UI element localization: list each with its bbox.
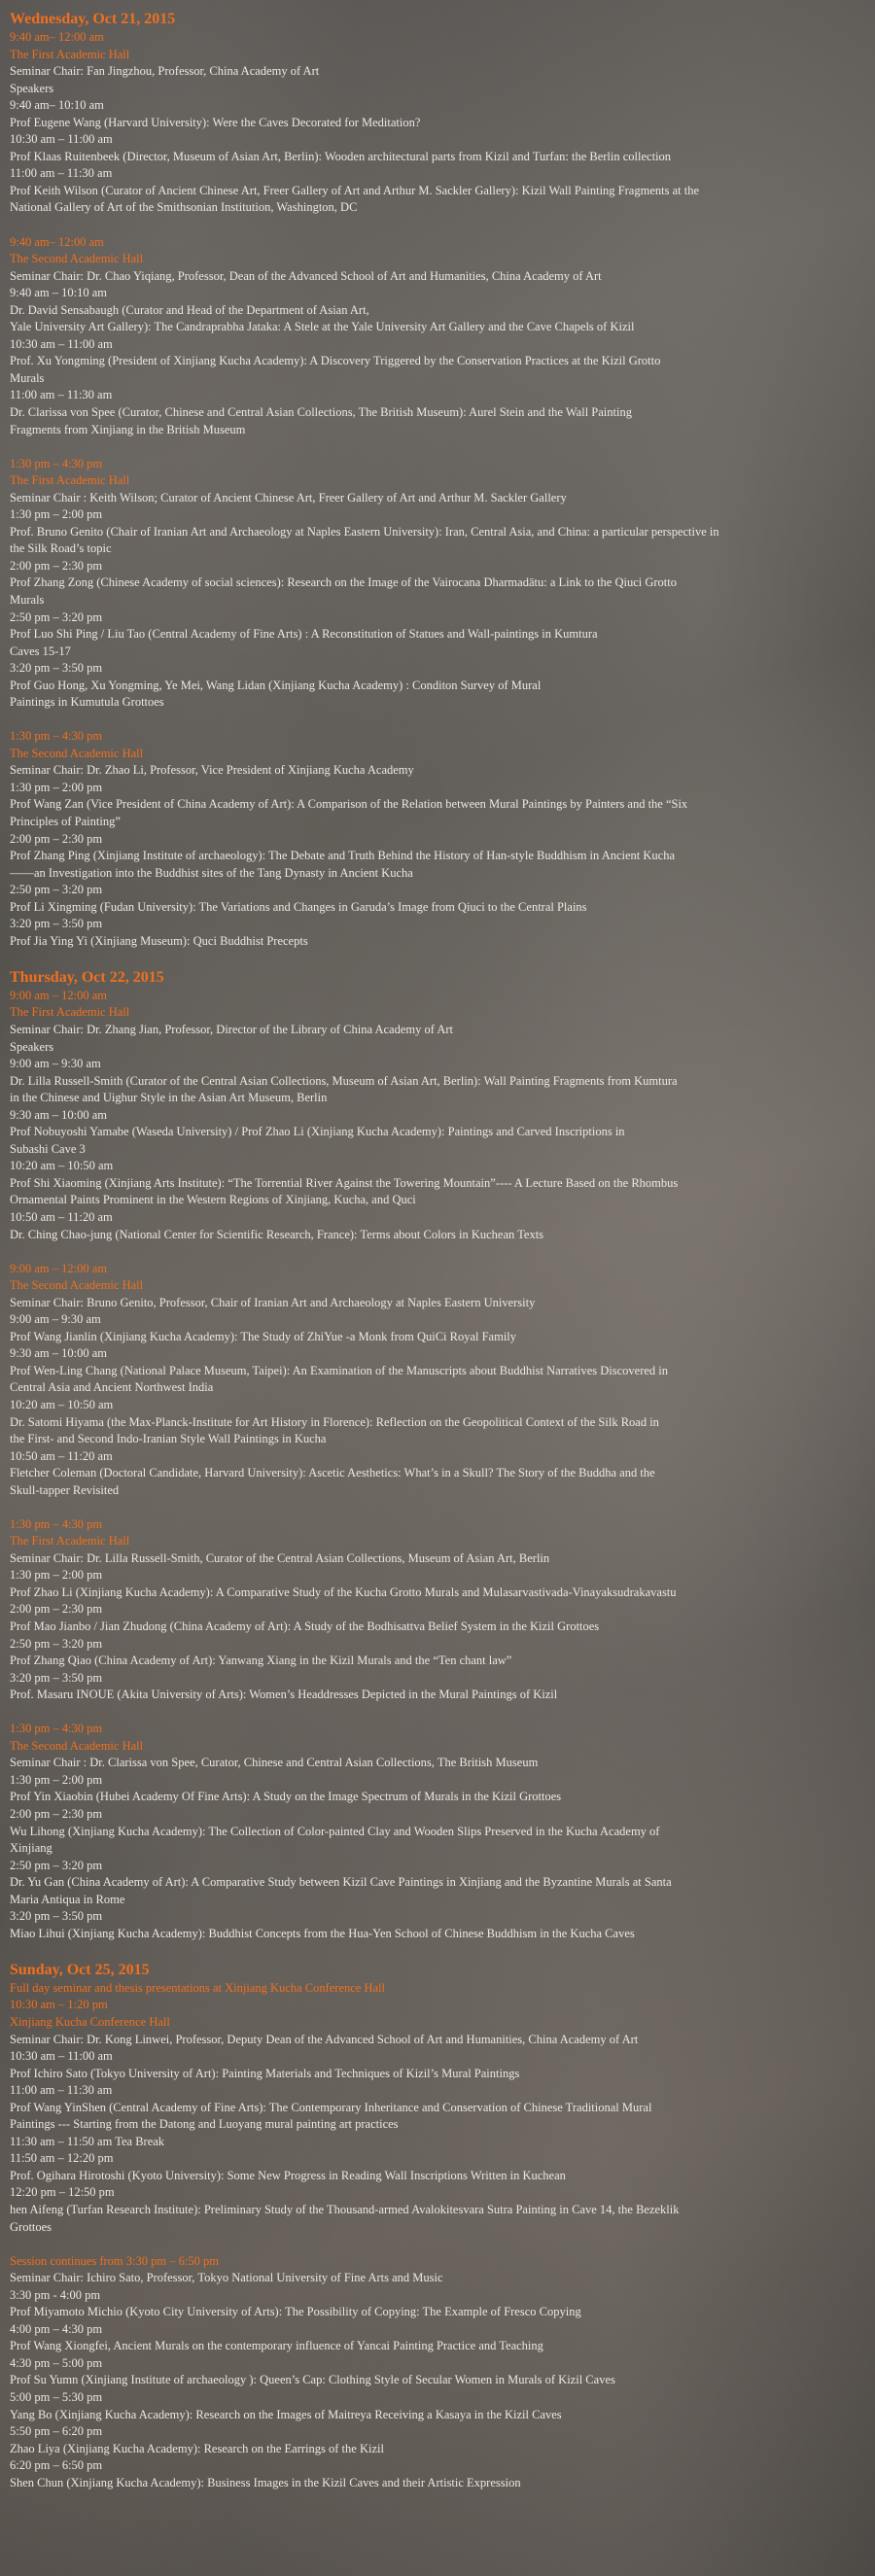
session-time: 9:00 am – 12:00 am — [10, 1261, 107, 1275]
spacer — [10, 1942, 865, 1960]
schedule-line: Prof Shi Xiaoming (Xinjiang Arts Institute): “The Torrential River Against the Towering Mountain”---- A Lecture Based on the Rhombus — [10, 1175, 679, 1190]
schedule-line: 5:00 pm – 5:30 pm — [10, 2389, 103, 2404]
schedule-line: Seminar Chair: Fan Jingzhou, Professor, China Academy of Art — [10, 64, 320, 79]
session-time: 1:30 pm – 4:30 pm — [10, 729, 103, 744]
schedule-line: 10:20 am – 10:50 am — [10, 1397, 114, 1411]
schedule-line: Dr. Satomi Hiyama (the Max-Planck-Institute for Art History in Florence): Reflection on the Geopolitical Context of the Silk Road in — [10, 1414, 659, 1429]
schedule-line: Prof Zhang Ping (Xinjiang Institute of archaeology): The Debate and Truth Behind the History of Han-style Buddhism in Ancient Kucha — [10, 849, 676, 863]
schedule-line: 6:20 pm – 6:50 pm — [10, 2458, 103, 2473]
schedule-line: Caves 15-17 — [10, 644, 71, 658]
schedule-line: 9:00 am – 9:30 am — [10, 1312, 101, 1327]
day-title-sunday: Sunday, Oct 25, 2015 — [10, 1961, 150, 1978]
schedule-line: Seminar Chair: Ichiro Sato, Professor, Tokyo National University of Fine Arts and Music — [10, 2271, 443, 2285]
schedule-line: 10:30 am – 11:00 am — [10, 2049, 113, 2064]
schedule-line: Dr. Clarissa von Spee (Curator, Chinese and Central Asian Collections, The British Museum): Aurel Stein and the Wall Painting — [10, 404, 632, 419]
schedule-line: Prof. Bruno Genito (Chair of Iranian Art and Archaeology at Naples Eastern University): Iran, Central Asia, and China: a particular perspective in — [10, 524, 719, 539]
schedule-line: Prof Jia Ying Yi (Xinjiang Museum): Quci Buddhist Precepts — [10, 933, 308, 948]
schedule-line: 3:20 pm – 3:50 pm — [10, 917, 103, 931]
schedule-line: Prof Li Xingming (Fudan University): The Variations and Changes in Garuda’s Image from Qiuci to the Central Plains — [10, 899, 587, 914]
schedule-line: Prof Su Yumn (Xinjiang Institute of archaeology ): Queen’s Cap: Clothing Style of Secular Women in Murals of Kizil Caves — [10, 2373, 615, 2387]
spacer — [10, 712, 865, 729]
schedule-line: the Silk Road’s topic — [10, 541, 112, 556]
session-hall: The First Academic Hall — [10, 473, 130, 488]
schedule-line: 5:50 pm – 6:20 pm — [10, 2424, 103, 2439]
schedule-line: Prof Wang YinShen (Central Academy of Fine Arts): The Contemporary Inheritance and Conservation of Chinese Traditional Mural — [10, 2100, 652, 2114]
schedule-line: Prof Eugene Wang (Harvard University): Were the Caves Decorated for Meditation? — [10, 115, 421, 129]
schedule-line: 4:30 pm – 5:00 pm — [10, 2355, 103, 2370]
session-block — [10, 29, 865, 217]
session-block — [10, 456, 865, 712]
schedule-line: Dr. Yu Gan (China Academy of Art): A Comparative Study between Kizil Cave Paintings in Xinjiang and the Byzantine Murals at Santa — [10, 1875, 672, 1890]
schedule-line: Yale University Art Gallery): The Candraprabha Jataka: A Stele at the Yale University Art Gallery and the Cave Chapels of Kizil — [10, 320, 635, 334]
day-title-wednesday: Wednesday, Oct 21, 2015 — [10, 11, 176, 27]
schedule-line: Prof Zhao Li (Xinjiang Kucha Academy): A Comparative Study of the Kucha Grotto Murals and Mulasarvastivada-Vinayaksudrakavastu — [10, 1584, 677, 1599]
schedule-line: Prof. Xu Yongming (President of Xinjiang Kucha Academy): A Discovery Triggered by the Conservation Practices at the Kizil Grotto — [10, 354, 661, 368]
schedule-line: Seminar Chair: Dr. Kong Linwei, Professor, Deputy Dean of the Advanced School of Art and Humanities, China Academy of Art — [10, 2032, 639, 2046]
schedule-line: Prof Wang Xiongfei, Ancient Murals on the contemporary influence of Yancai Painting Practice and Teaching — [10, 2339, 543, 2353]
session-time: Session continues from 3:30 pm – 6:50 pm — [10, 2253, 219, 2268]
schedule-line: 11:50 am – 12:20 pm — [10, 2151, 114, 2166]
schedule-line: Prof Miyamoto Michio (Kyoto City University of Arts): The Possibility of Copying: The Example of Fresco Copying — [10, 2305, 581, 2319]
schedule-line: Dr. David Sensabaugh (Curator and Head of the Department of Asian Art, — [10, 302, 369, 317]
schedule-line: Seminar Chair : Keith Wilson; Curator of Ancient Chinese Art, Freer Gallery of Art and Arthur M. Sackler Gallery — [10, 490, 567, 505]
schedule-line: in the Chinese and Uighur Style in the Asian Art Museum, Berlin — [10, 1091, 328, 1105]
day-title-thursday: Thursday, Oct 22, 2015 — [10, 968, 164, 986]
schedule-line: ——an Investigation into the Buddhist sites of the Tang Dynasty in Ancient Kucha — [10, 865, 413, 880]
session-time: 1:30 pm – 4:30 pm — [10, 1722, 103, 1736]
schedule-line: Ornamental Paints Prominent in the Western Regions of Xinjiang, Kucha, and Quci — [10, 1193, 416, 1207]
schedule-line: Seminar Chair: Dr. Lilla Russell-Smith, Curator of the Central Asian Collections, Museum of Asian Art, Berlin — [10, 1550, 550, 1565]
session-time: 9:40 am– 12:00 am — [10, 30, 104, 44]
spacer — [10, 2236, 865, 2253]
session-block — [10, 2253, 865, 2492]
schedule-line: 11:00 am – 11:30 am — [10, 166, 113, 181]
schedule-line: 1:30 pm – 2:00 pm — [10, 507, 103, 522]
spacer — [10, 1243, 865, 1261]
schedule-line: Prof Nobuyoshi Yamabe (Waseda University) / Prof Zhao Li (Xinjiang Kucha Academy): Paintings and Carved Inscriptions in — [10, 1125, 625, 1139]
schedule-line: Prof Ichiro Sato (Tokyo University of Art): Painting Materials and Techniques of Kizil’s Mural Paintings — [10, 2066, 520, 2080]
schedule-line: Prof Mao Jianbo / Jian Zhudong (China Academy of Art): A Study of the Bodhisattva Belief System in the Kizil Grottoes — [10, 1619, 600, 1634]
schedule-line: 9:30 am – 10:00 am — [10, 1107, 107, 1122]
schedule-line: 10:20 am – 10:50 am — [10, 1159, 114, 1173]
session-block — [10, 988, 865, 1243]
session-hall: The First Academic Hall — [10, 47, 130, 61]
schedule-line: Speakers — [10, 81, 54, 95]
session-block — [10, 728, 865, 950]
schedule-line: 2:50 pm – 3:20 pm — [10, 1858, 103, 1872]
session-time: Full day seminar and thesis presentations at Xinjiang Kucha Conference Hall — [10, 1980, 386, 1995]
schedule-line: Prof Wang Zan (Vice President of China Academy of Art): A Comparison of the Relation between Mural Paintings by Painters and the “Six — [10, 797, 688, 812]
session-block — [10, 1721, 865, 1942]
schedule-line: Prof Zhang Zong (Chinese Academy of social sciences): Research on the Image of the Vairocana Dharmadātu: a Link to the Qiuci Grotto — [10, 575, 678, 590]
session-hall: The Second Academic Hall — [10, 1738, 144, 1753]
schedule-line: 2:00 pm – 2:30 pm — [10, 831, 103, 846]
spacer — [10, 217, 865, 234]
schedule-line: Speakers — [10, 1039, 54, 1054]
schedule-line: 10:30 am – 11:00 am — [10, 336, 113, 351]
session-block — [10, 1261, 865, 1500]
schedule-line: 2:50 pm – 3:20 pm — [10, 609, 103, 624]
schedule-line: 9:40 am – 10:10 am — [10, 286, 107, 300]
schedule-line: Principles of Painting” — [10, 815, 121, 829]
schedule-line: Prof Wang Jianlin (Xinjiang Kucha Academy): The Study of ZhiYue -a Monk from QuiCi Royal Family — [10, 1329, 517, 1343]
schedule-line: Seminar Chair: Dr. Zhao Li, Professor, Vice President of Xinjiang Kucha Academy — [10, 763, 414, 778]
schedule-line: Dr. Lilla Russell-Smith (Curator of the Central Asian Collections, Museum of Asian Art, Berlin): Wall Painting Fragments from Kumtura — [10, 1073, 678, 1088]
schedule-line: Maria Antiqua in Rome — [10, 1892, 125, 1906]
schedule-line: 12:20 pm – 12:50 pm — [10, 2185, 115, 2200]
schedule-line: Yang Bo (Xinjiang Kucha Academy): Research on the Images of Maitreya Receiving a Kasaya in the Kizil Caves — [10, 2407, 562, 2421]
schedule-line: 10:50 am – 11:20 am — [10, 1210, 113, 1224]
schedule-line: 9:30 am – 10:00 am — [10, 1346, 107, 1361]
schedule-line: 4:00 pm – 4:30 pm — [10, 2321, 103, 2336]
session-hall: Xinjiang Kucha Conference Hall — [10, 2014, 170, 2029]
schedule-line: Zhao Liya (Xinjiang Kucha Academy): Research on the Earrings of the Kizil — [10, 2441, 384, 2455]
schedule-line: Xinjiang — [10, 1841, 52, 1856]
schedule-line: Grottoes — [10, 2219, 52, 2234]
schedule-line: Seminar Chair : Dr. Clarissa von Spee, Curator, Chinese and Central Asian Collections, The British Museum — [10, 1756, 539, 1770]
schedule-line: Shen Chun (Xinjiang Kucha Academy): Business Images in the Kizil Caves and their Artistic Expression — [10, 2475, 521, 2489]
schedule-line: Murals — [10, 370, 45, 385]
session-block — [10, 1516, 865, 1704]
schedule-line: Subashi Cave 3 — [10, 1141, 86, 1156]
schedule-line: Fletcher Coleman (Doctoral Candidate, Harvard University): Ascetic Aesthetics: What’s in a Skull? The Story of the Buddha and the — [10, 1466, 655, 1480]
spacer — [10, 950, 865, 967]
session-hall: 10:30 am – 1:20 pm — [10, 1998, 108, 2012]
session-time: 9:00 am – 12:00 am — [10, 988, 107, 1002]
spacer — [10, 1704, 865, 1722]
schedule-line: Seminar Chair: Dr. Chao Yiqiang, Professor, Dean of the Advanced School of Art and Humanities, China Academy of Art — [10, 268, 602, 283]
schedule-line: 9:00 am – 9:30 am — [10, 1057, 101, 1071]
schedule-line: Prof Zhang Qiao (China Academy of Art): Yanwang Xiang in the Kizil Murals and the “Ten chant law” — [10, 1654, 512, 1668]
schedule-line: Wu Lihong (Xinjiang Kucha Academy): The Collection of Color-painted Clay and Wooden Slips Preserved in the Kucha Academy of — [10, 1824, 660, 1838]
spacer — [10, 438, 865, 456]
schedule-line: Skull-tapper Revisited — [10, 1482, 120, 1497]
session-time: 1:30 pm – 4:30 pm — [10, 456, 103, 470]
schedule-line: 2:50 pm – 3:20 pm — [10, 1636, 103, 1651]
schedule-content — [10, 9, 865, 2491]
schedule-line: the First- and Second Indo-Iranian Style Wall Paintings in Kucha — [10, 1432, 327, 1446]
schedule-line: 11:00 am – 11:30 am — [10, 388, 113, 402]
schedule-line: 11:30 am – 11:50 am Tea Break — [10, 2134, 165, 2148]
schedule-line: Fragments from Xinjiang in the British Museum — [10, 422, 246, 436]
schedule-line: 10:50 am – 11:20 am — [10, 1448, 113, 1463]
schedule-line: 3:20 pm – 3:50 pm — [10, 1909, 103, 1924]
session-time: 9:40 am– 12:00 am — [10, 234, 104, 249]
schedule-line: Miao Lihui (Xinjiang Kucha Academy): Buddhist Concepts from the Hua-Yen School of Chinese Buddhism in the Kucha Caves — [10, 1926, 635, 1940]
schedule-line: Central Asia and Ancient Northwest India — [10, 1380, 214, 1395]
session-hall: The First Academic Hall — [10, 1005, 130, 1020]
session-hall: The Second Academic Hall — [10, 746, 144, 760]
session-time: 1:30 pm – 4:30 pm — [10, 1516, 103, 1531]
schedule-line: Prof. Ogihara Hirotoshi (Kyoto University): Some New Progress in Reading Wall Inscriptions Written in Kuchean — [10, 2168, 566, 2182]
schedule-line: Prof Yin Xiaobin (Hubei Academy Of Fine Arts): A Study on the Image Spectrum of Murals in the Kizil Grottoes — [10, 1790, 562, 1804]
session-hall: The Second Academic Hall — [10, 252, 144, 266]
schedule-line: 2:00 pm – 2:30 pm — [10, 558, 103, 573]
schedule-line: 10:30 am – 11:00 am — [10, 132, 113, 147]
schedule-line: Dr. Ching Chao-jung (National Center for Scientific Research, France): Terms about Colors in Kuchean Texts — [10, 1227, 544, 1241]
schedule-line: 2:00 pm – 2:30 pm — [10, 1807, 103, 1821]
schedule-line: hen Aifeng (Turfan Research Institute): Preliminary Study of the Thousand-armed Avalokitesvara Sutra Painting in Cave 14, the Bezeklik — [10, 2202, 680, 2216]
schedule-line: 1:30 pm – 2:00 pm — [10, 1568, 103, 1583]
schedule-line: Prof Luo Shi Ping / Liu Tao (Central Academy of Fine Arts) : A Reconstitution of Statues and Wall-paintings in Kumtura — [10, 627, 598, 642]
schedule-line: Seminar Chair: Bruno Genito, Professor, Chair of Iranian Art and Archaeology at Naples Eastern University — [10, 1295, 536, 1309]
schedule-line: Prof Klaas Ruitenbeek (Director, Museum of Asian Art, Berlin): Wooden architectural parts from Kizil and Turfan: the Berlin collection — [10, 149, 672, 163]
schedule-line: 2:50 pm – 3:20 pm — [10, 883, 103, 897]
spacer — [10, 1499, 865, 1516]
schedule-line: 3:30 pm - 4:00 pm — [10, 2287, 101, 2302]
schedule-line: Prof Keith Wilson (Curator of Ancient Chinese Art, Freer Gallery of Art and Arthur M. Sackler Gallery): Kizil Wall Painting Fragments at the — [10, 183, 699, 197]
session-hall: The First Academic Hall — [10, 1534, 130, 1549]
schedule-line: Murals — [10, 592, 45, 607]
schedule-line: 11:00 am – 11:30 am — [10, 2083, 113, 2098]
schedule-line: Paintings in Kumutula Grottoes — [10, 695, 164, 710]
schedule-line: 1:30 pm – 2:00 pm — [10, 780, 103, 794]
session-hall: The Second Academic Hall — [10, 1278, 144, 1293]
schedule-line: Prof Guo Hong, Xu Yongming, Ye Mei, Wang Lidan (Xinjiang Kucha Academy) : Conditon Survey of Mural — [10, 678, 542, 692]
schedule-line: 3:20 pm – 3:50 pm — [10, 661, 103, 676]
schedule-line: 9:40 am– 10:10 am — [10, 98, 104, 113]
session-block — [10, 1980, 865, 2236]
schedule-line: National Gallery of Art of the Smithsonian Institution, Washington, DC — [10, 200, 358, 215]
schedule-line: 1:30 pm – 2:00 pm — [10, 1772, 103, 1787]
schedule-line: Prof Wen-Ling Chang (National Palace Museum, Taipei): An Examination of the Manuscripts about Buddhist Narratives Discovered in — [10, 1363, 669, 1377]
schedule-line: 3:20 pm – 3:50 pm — [10, 1670, 103, 1685]
schedule-line: Prof. Masaru INOUE (Akita University of Arts): Women’s Headdresses Depicted in the Mural Paintings of Kizil — [10, 1688, 558, 1702]
session-block — [10, 234, 865, 439]
schedule-line: Seminar Chair: Dr. Zhang Jian, Professor, Director of the Library of China Academy of Art — [10, 1022, 453, 1036]
schedule-line: Paintings --- Starting from the Datong and Luoyang mural painting art practices — [10, 2117, 399, 2132]
schedule-line: 2:00 pm – 2:30 pm — [10, 1602, 103, 1617]
